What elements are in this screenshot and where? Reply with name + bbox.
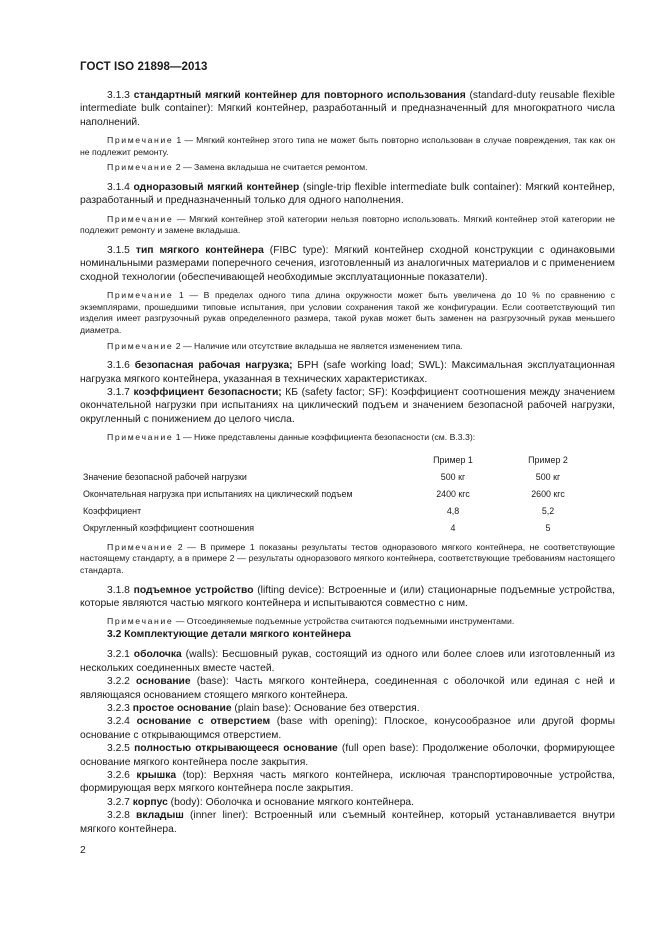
note-text: 1 — В пределах одного типа длина окружности может быть увеличена до 10 % по сравнению с экземплярами, прошедшими типовые испытания, при условии сохранения такой же конфигурации. Если соответствующий тип изделия имеет разгрузочный рукав определенного размера, такой рукав может быть заменен на разгрузочный рукав меньшего диаметра. (80, 290, 615, 335)
definition-text: (single-trip flexible intermediate bulk container): Мягкий контейнер, разработанный и предназначенный только для одного наполнения. (80, 182, 615, 207)
note-label: Примечание (107, 432, 174, 443)
table-cell: 4 (450, 523, 456, 534)
note-text: 2 — Замена вкладыша не считается ремонтом. (173, 162, 368, 173)
page-number: 2 (80, 845, 86, 856)
definition-text: (base): Часть мягкого контейнера, соединенная с оболочкой или единая с ней и являющаяся основанием стоящего мягкого контейнера. (80, 676, 615, 701)
section-heading: 3.2 Комплектующие детали мягкого контейнера (107, 629, 351, 640)
clause-3-1-4 (80, 181, 615, 208)
clause-number: 3.2.6 (107, 770, 130, 782)
note-label: Примечание (107, 541, 174, 552)
term: подъемное устройство (133, 584, 254, 596)
clause-number: 3.1.4 (107, 182, 130, 193)
table-header-cell: Пример 2 (528, 455, 568, 466)
definition-text: (body): Оболочка и основание мягкого контейнера. (167, 796, 415, 808)
definition-text: (lifting device): Встроенные и (или) стационарные подъемные устройства, которые являются частью мягкого контейнера и испытываются совместно с ним. (80, 584, 615, 609)
term: безопасная рабочая нагрузка; (134, 360, 293, 372)
table-cell: 500 кг (535, 472, 561, 483)
page-content (80, 89, 615, 836)
clause-number: 3.1.5 (107, 245, 130, 256)
clause-number: 3.1.3 (107, 90, 130, 101)
table-header-row (83, 452, 593, 469)
table-row (83, 503, 593, 520)
clause-3-2-5 (80, 742, 615, 769)
table-cell: Округленный коэффициент соотношения (83, 523, 255, 534)
table-row (83, 469, 593, 486)
clause-3-1-7 (80, 386, 615, 426)
table-cell: 5,2 (541, 506, 555, 517)
definition-text: (FIBC type): Мягкий контейнер сходной конструкции с одинаковыми номинальными размерами поперечного сечения, изготовленный из аналогичных материалов и с применением сходной технологии (обеспечивающей необходимые эксплуатационные показатели). (80, 245, 615, 283)
note (80, 542, 615, 577)
table-cell: 500 кг (440, 472, 466, 483)
term: крышка (136, 770, 177, 782)
note (80, 432, 615, 444)
note-label: Примечание (107, 135, 174, 146)
note-label: Примечание (107, 162, 174, 173)
term: основание с отверстием (136, 716, 271, 728)
note (80, 341, 615, 353)
table-header-cell (83, 452, 403, 469)
clause-number: 3.2.4 (107, 716, 130, 728)
clause-number: 3.2.3 (107, 703, 130, 715)
term: корпус (132, 796, 168, 808)
clause-number: 3.2.7 (107, 796, 130, 808)
table-cell: Окончательная нагрузка при испытаниях на циклический подъем (83, 489, 353, 500)
clause-number: 3.2.8 (107, 810, 130, 822)
term: простое основание (132, 703, 232, 715)
note-text: — Отсоединяемые подъемные устройства считаются подъемными инструментами. (173, 616, 515, 627)
table-cell: Коэффициент (83, 506, 142, 517)
term: полностью открывающееся основание (134, 743, 338, 755)
safety-factor-table (83, 452, 593, 537)
term: одноразовый мягкий контейнер (133, 182, 300, 193)
clause-3-2-7 (80, 796, 615, 809)
note-text: 2 — Наличие или отсутствие вкладыша не является изменением типа. (173, 340, 463, 351)
clause-3-2-1 (80, 648, 615, 675)
definition-text: (inner liner): Встроенный или съемный контейнер, который устанавливается внутри мягкого контейнера. (80, 810, 615, 835)
note-text: 1 — Мягкий контейнер этого типа не может быть повторно использован в случае повреждения, так как он не подлежит ремонту. (80, 135, 615, 157)
term: вкладыш (136, 810, 184, 822)
term: основание (136, 676, 191, 688)
clause-number: 3.1.6 (107, 360, 130, 372)
clause-3-2-2 (80, 675, 615, 702)
note (80, 290, 615, 336)
note (80, 616, 615, 628)
clause-3-1-8 (80, 584, 615, 611)
table-cell: 2600 кгс (531, 489, 565, 500)
definition-text: (top): Верхняя часть мягкого контейнера, исключая транспортировочные устройства, формирующая верх мягкого контейнера после закрытия. (80, 770, 615, 795)
term: оболочка (133, 649, 182, 661)
clause-number: 3.2.2 (107, 676, 130, 688)
term: коэффициент безопасности; (133, 387, 282, 398)
table-cell: Значение безопасной рабочей нагрузки (83, 472, 247, 483)
definition-text: (base with opening): Плоское, конусообразное или другой формы основание с открывающимся отверстием. (80, 716, 615, 741)
note-label: Примечание (107, 290, 174, 301)
definition-text: (full open base): Продолжение оболочки, формирующее основание мягкого контейнера после закрытия. (80, 743, 615, 768)
definition-text: КБ (safety factor; SF): Коэффициент соотношения между значением окончательной нагрузки при испытаниях на циклический подъем и значением безопасной рабочей нагрузки, округленный с понижением до целого числа. (80, 387, 615, 425)
definition-text: (standard-duty reusable flexible intermediate bulk container): Мягкий контейнер, разработанный и предназначенный для многократного числа наполнений. (80, 90, 615, 128)
table-row (83, 520, 593, 537)
note-text: 1 — Ниже представлены данные коэффициента безопасности (см. В.3.3): (173, 432, 476, 443)
note (80, 162, 615, 174)
note-label: Примечание (107, 340, 174, 351)
table-cell: 2400 кгс (436, 489, 470, 500)
note (80, 214, 615, 237)
clause-number: 3.2.1 (107, 649, 130, 661)
clause-3-2-3 (80, 702, 615, 715)
term: стандартный мягкий контейнер для повторного использования (133, 90, 466, 101)
definition-text: БРН (safe working load; SWL): Максимальная эксплуатационная нагрузка мягкого контейнера, указанная в технических характеристиках. (80, 360, 615, 385)
clause-3-1-3 (80, 89, 615, 129)
clause-number: 3.1.7 (107, 387, 130, 398)
table-cell: 4,8 (446, 506, 460, 517)
clause-3-2-6 (80, 769, 615, 796)
definition-text: (plain base): Основание без отверстия. (231, 703, 420, 715)
note-text: 2 — В примере 1 показаны результаты тестов одноразового мягкого контейнера, не соответствующие настоящему стандарту, а в примере 2 — результаты одноразового мягкого контейнера, соответствующие требованиям настоящего стандарта. (80, 541, 615, 575)
definition-text: (walls): Бесшовный рукав, состоящий из одного или более слоев или изготовленный из нескольких соединенных вместе частей. (80, 649, 615, 674)
clause-3-2-4 (80, 715, 615, 742)
clause-3-2-8 (80, 809, 615, 836)
term: тип мягкого контейнера (135, 245, 264, 256)
note-label: Примечание (107, 213, 174, 224)
note-label: Примечание (107, 616, 174, 627)
standard-header: ГОСТ ISO 21898—2013 (80, 61, 208, 73)
clause-number: 3.2.5 (107, 743, 130, 755)
table-row (83, 486, 593, 503)
note-text: — Мягкий контейнер этой категории нельзя повторно использовать. Мягкий контейнер этой категории не подлежит ремонту и замене вкладыша. (80, 213, 615, 236)
clause-number: 3.1.8 (107, 584, 130, 596)
table-header-cell: Пример 1 (433, 455, 473, 466)
note (80, 135, 615, 158)
table-cell: 5 (545, 523, 551, 534)
clause-3-1-6 (80, 359, 615, 386)
clause-3-1-5 (80, 244, 615, 284)
